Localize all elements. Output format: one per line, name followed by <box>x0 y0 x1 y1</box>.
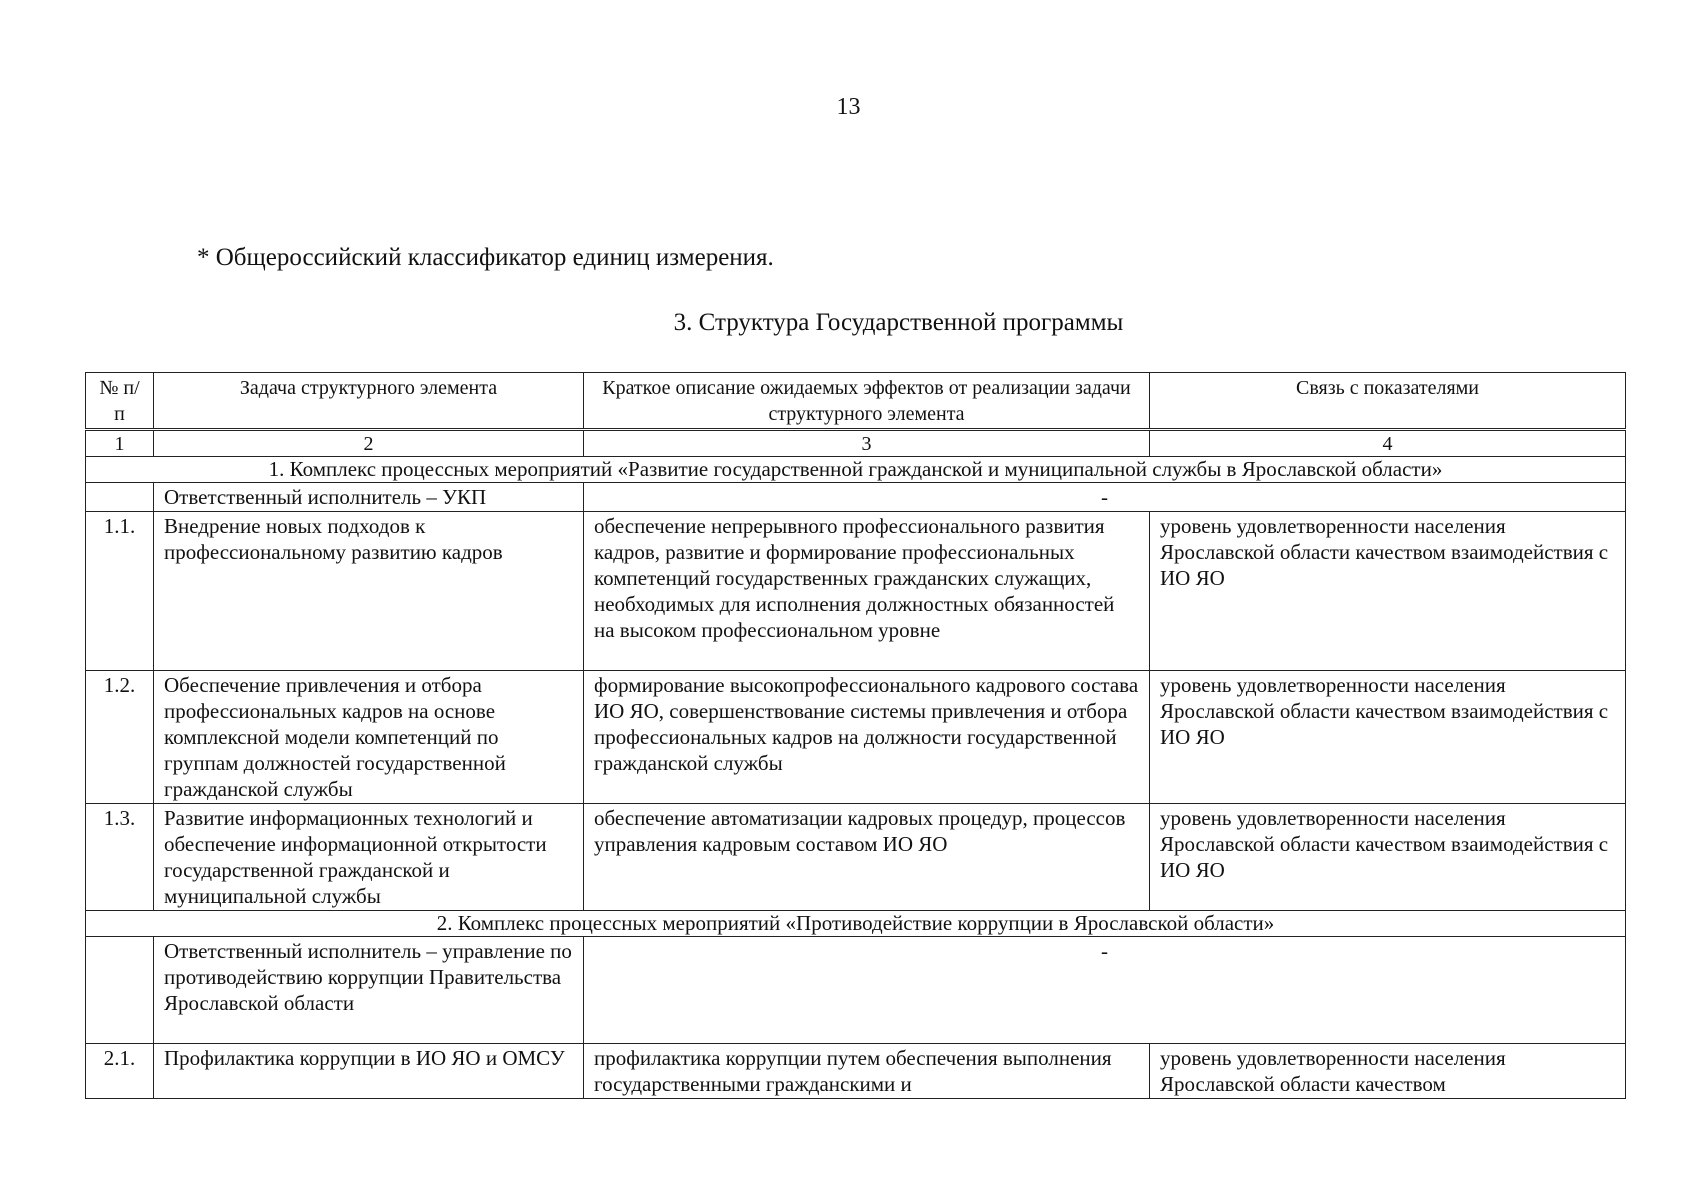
header-link: Связь с показателями <box>1150 373 1626 430</box>
complex-2-responsible-row <box>86 937 1626 1044</box>
row-task: Обеспечение привлечения и отбора профессиональных кадров на основе комплексной модели компетенций по группам должностей государственной гражданской службы <box>154 671 584 804</box>
column-number: 2 <box>154 430 584 457</box>
column-numbers-row <box>86 430 1626 457</box>
row-number: 1.3. <box>86 804 154 911</box>
header-effect: Краткое описание ожидаемых эффектов от реализации задачи структурного элемента <box>584 373 1150 430</box>
empty-cell <box>86 937 154 1044</box>
complex-2-responsible: Ответственный исполнитель – управление по противодействию коррупции Правительства Ярославской области <box>154 937 584 1044</box>
program-structure-table <box>85 372 1626 1099</box>
section-title: 3. Структура Государственной программы <box>673 309 1124 336</box>
row-task: Внедрение новых подходов к профессиональному развитию кадров <box>154 512 584 671</box>
header-task: Задача структурного элемента <box>154 373 584 430</box>
header-number: № п/п <box>86 373 154 430</box>
row-effect: формирование высокопрофессионального кадрового состава ИО ЯО, совершенствование системы привлечения и отбора профессиональных кадров на должности государственной гражданской службы <box>584 671 1150 804</box>
complex-2-title: 2. Комплекс процессных мероприятий «Противодействие коррупции в Ярославской области» <box>86 911 1626 937</box>
table-row <box>86 512 1626 671</box>
row-effect: обеспечение непрерывного профессионального развития кадров, развитие и формирование профессиональных компетенций государственных гражданских служащих, необходимых для исполнения должностных обязанностей на высоком профессиональном уровне <box>584 512 1150 671</box>
row-effect: профилактика коррупции путем обеспечения выполнения государственными гражданскими и <box>584 1044 1150 1099</box>
complex-1-responsible-value: - <box>584 483 1626 512</box>
row-task: Развитие информационных технологий и обеспечение информационной открытости государственной гражданской и муниципальной службы <box>154 804 584 911</box>
table-header-row <box>86 373 1626 430</box>
table-row <box>86 804 1626 911</box>
complex-1-title: 1. Комплекс процессных мероприятий «Развитие государственной гражданской и муниципальной службы в Ярославской области» <box>86 457 1626 483</box>
row-number: 1.2. <box>86 671 154 804</box>
empty-cell <box>86 483 154 512</box>
complex-1-responsible-row <box>86 483 1626 512</box>
row-link: уровень удовлетворенности населения Ярославской области качеством взаимодействия с ИО ЯО <box>1150 671 1626 804</box>
row-task: Профилактика коррупции в ИО ЯО и ОМСУ <box>154 1044 584 1099</box>
table-row <box>86 1044 1626 1099</box>
row-link: уровень удовлетворенности населения Ярославской области качеством <box>1150 1044 1626 1099</box>
column-number: 4 <box>1150 430 1626 457</box>
row-link: уровень удовлетворенности населения Ярославской области качеством взаимодействия с ИО ЯО <box>1150 804 1626 911</box>
complex-2-responsible-value: - <box>584 937 1626 1044</box>
complex-2-title-row <box>86 911 1626 937</box>
row-number: 1.1. <box>86 512 154 671</box>
page-number: 13 <box>836 94 861 120</box>
column-number: 1 <box>86 430 154 457</box>
row-effect: обеспечение автоматизации кадровых процедур, процессов управления кадровым составом ИО ЯО <box>584 804 1150 911</box>
column-number: 3 <box>584 430 1150 457</box>
row-link: уровень удовлетворенности населения Ярославской области качеством взаимодействия с ИО ЯО <box>1150 512 1626 671</box>
footnote: * Общероссийский классификатор единиц измерения. <box>197 244 774 271</box>
complex-1-title-row <box>86 457 1626 483</box>
table-row <box>86 671 1626 804</box>
row-number: 2.1. <box>86 1044 154 1099</box>
complex-1-responsible: Ответственный исполнитель – УКП <box>154 483 584 512</box>
